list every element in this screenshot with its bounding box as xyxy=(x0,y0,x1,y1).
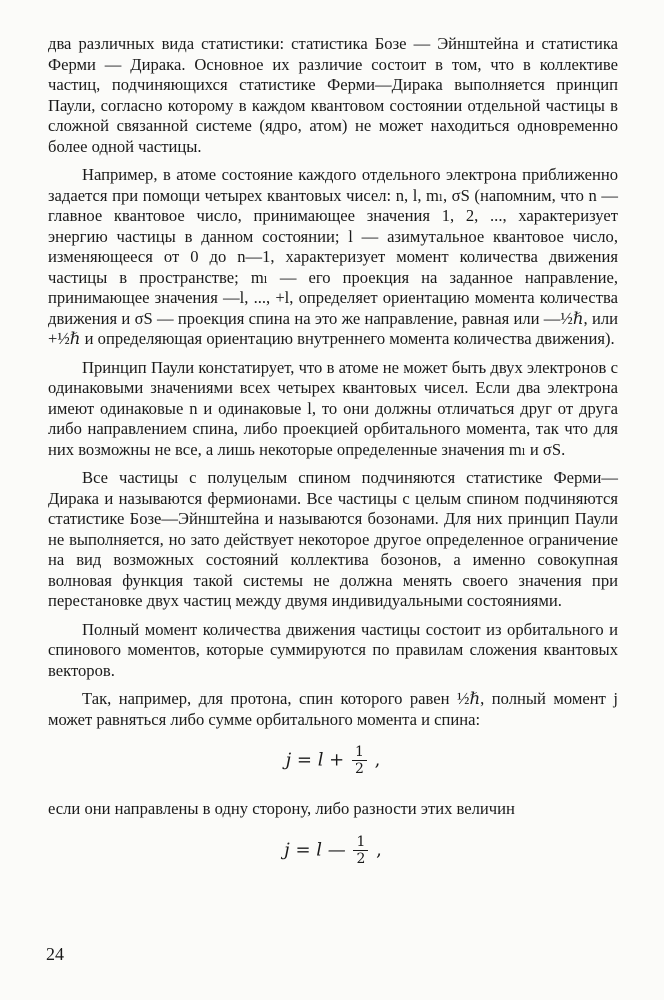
main-text xyxy=(48,34,618,889)
formula-sum xyxy=(48,744,618,777)
paragraph-4: Все частицы с полуцелым спином подчиняются статистике Ферми—Дирака и называются фермионами. Все частицы с целым спином подчиняются статистике Бозе—Эйнштейна и называются бозонами. Для них принцип Паули не выполняется, но зато действует некоторое другое определенное ограничение на вид возможных состояний коллектива бозонов, а именно совокупная волновая функция такой системы не должна менять своего значения при перестановке двух частиц между двумя индивидуальными состояниями. xyxy=(48,468,618,610)
formula-difference xyxy=(48,834,618,867)
formula-diff-lhs: j = l — xyxy=(284,839,346,860)
formula-diff-tail: , xyxy=(376,839,382,860)
paragraph-2: Например, в атоме состояние каждого отдельного электрона приближенно задается при помощи четырех квантовых чисел: n, l, mₗ, σS (напомним, что n — главное квантовое число, принимающее значения 1, 2, ..., характеризует энергию частицы в данном состоянии; l — азимутальное квантовое число, изменяющееся от 0 до n—1, характеризует момент количества движения частицы в пространстве; mₗ — его проекция на заданное направление, принимающее значения —l, ..., +l, определяет ориентацию момента количества движения и σS — проекция спина на это же направление, равная или —½ℏ, или +½ℏ и определяющая ориентацию внутреннего момента количества движения). xyxy=(48,165,618,348)
between-text: если они направлены в одну сторону, либо разности этих величин xyxy=(48,799,515,818)
paragraph-6: Так, например, для протона, спин которого равен ½ℏ, полный момент j может равняться либо сумме орбитального момента и спина: xyxy=(48,689,618,729)
formula-sum-fraction xyxy=(352,744,367,777)
paragraph-3: Принцип Паули констатирует, что в атоме не может быть двух электронов с одинаковыми значениями всех четырех квантовых чисел. Если два электрона имеют одинаковые n и одинаковые l, то они должны отличаться друг от друга либо направлением спина, либо проекцией орбитального момента, так что для них возможны не все, а лишь некоторые определенные значения mₗ и σS. xyxy=(48,357,618,459)
formula-sum-numerator: 1 xyxy=(352,744,367,761)
formula-diff-numerator: 1 xyxy=(353,834,368,851)
paragraph-1: два различных вида статистики: статистика Бозе — Эйнштейна и статистика Ферми — Дирака. Основное их различие состоит в том, что в коллективе частиц, подчиняющихся статистике Ферми—Дирака выполняется принцип Паули, согласно которому в каждом квантовом состоянии отдельной частицы в сложной связанной системе (ядро, атом) не может находиться одновременно более одной частицы. xyxy=(48,34,618,156)
paragraph-5: Полный момент количества движения частицы состоит из орбитального и спинового моментов, которые суммируются по правилам сложения квантовых векторов. xyxy=(48,619,618,680)
formula-diff-denominator: 2 xyxy=(356,850,366,867)
formula-sum-denominator: 2 xyxy=(355,761,364,777)
formula-sum-tail: , xyxy=(374,749,381,771)
page-number: 24 xyxy=(46,944,64,964)
formula-diff-fraction xyxy=(353,834,368,867)
formula-sum-lhs: j = l + xyxy=(285,749,345,771)
